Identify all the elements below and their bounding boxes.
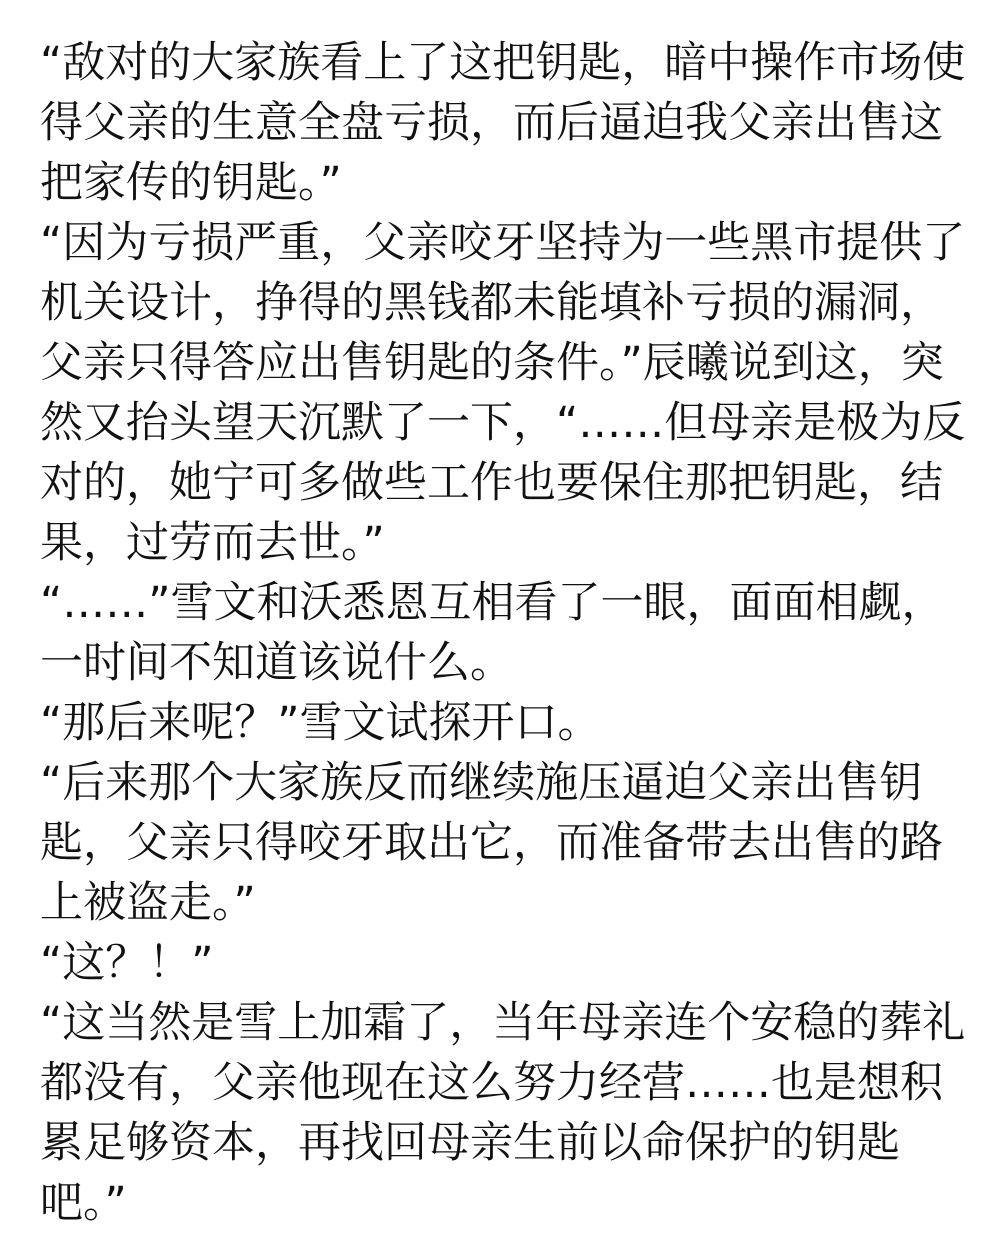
paragraph: “因为亏损严重，父亲咬牙坚持为一些黑市提供了机关设计，挣得的黑钱都未能填补亏损的漏洞，父亲只得答应出售钥匙的条件。”辰曦说到这，突然又抬头望天沉默了一下，“……但母亲是极为反对的，她宁可多做些工作也要保住那把钥匙，结果，过劳而去世。” bbox=[40, 218, 966, 568]
paragraph: “……”雪文和沃悉恩互相看了一眼，面面相觑，一时间不知道该说什么。 bbox=[40, 578, 945, 688]
paragraph: “敌对的大家族看上了这把钥匙，暗中操作市场使得父亲的生意全盘亏损，而后逼迫我父亲出售这把家传的钥匙。” bbox=[40, 38, 966, 208]
paragraph: “这当然是雪上加霜了，当年母亲连个安稳的葬礼都没有，父亲他现在这么努力经营……也是想积累足够资本，再找回母亲生前以命保护的钥匙吧。” bbox=[40, 998, 966, 1228]
story-text bbox=[40, 33, 970, 1233]
paragraph: “这？！” bbox=[40, 938, 214, 988]
paragraph: “那后来呢？”雪文试探开口。 bbox=[40, 698, 601, 748]
paragraph: “后来那个大家族反而继续施压逼迫父亲出售钥匙，父亲只得咬牙取出它，而准备带去出售的路上被盗走。” bbox=[40, 758, 943, 928]
